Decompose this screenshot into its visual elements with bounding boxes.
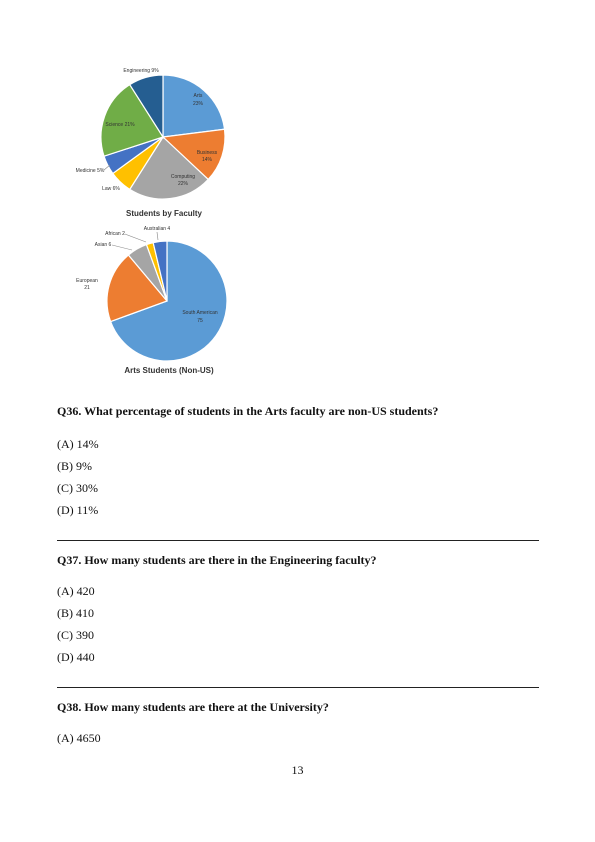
- question-36-option-b: (B) 9%: [57, 459, 92, 473]
- slice-value-european: 21: [84, 285, 90, 291]
- question-36-option-d: (D) 11%: [57, 503, 99, 517]
- slice-label-australian: Australian 4: [143, 226, 171, 232]
- divider-2: [57, 687, 539, 688]
- slice-label-computing: Computing: [170, 174, 196, 180]
- leader-line: [157, 232, 158, 240]
- arts-students-chart: [76, 226, 227, 375]
- leader-line: [112, 245, 132, 250]
- slice-value-computing: 22%: [177, 181, 189, 187]
- slice-label-law: Law 6%: [102, 186, 120, 192]
- question-37-option-a: (A) 420: [57, 584, 95, 598]
- slice-label-arts: Arts: [193, 93, 203, 99]
- slice-label-business: Business: [196, 150, 218, 156]
- question-37-option-c: (C) 390: [57, 628, 94, 642]
- question-36-option-c: (C) 30%: [57, 481, 98, 495]
- slice-label-south-american: South American: [182, 310, 218, 316]
- slice-label-science: Science 21%: [105, 122, 135, 128]
- divider-1: [57, 540, 539, 541]
- question-37-option-d: (D) 440: [57, 650, 95, 664]
- slice-label-european: European: [76, 278, 98, 284]
- slice-label-medicine: Medicine 5%: [75, 168, 105, 174]
- question-37-option-b: (B) 410: [57, 606, 94, 620]
- slice-value-business: 14%: [201, 157, 213, 163]
- chart-title-students-by-faculty: Students by Faculty: [125, 209, 203, 218]
- question-38-option-a: (A) 4650: [57, 731, 101, 745]
- slice-label-african: African 2: [105, 231, 125, 237]
- question-38-title: Q38. How many students are there at the University?: [57, 700, 329, 714]
- question-36-title: Q36. What percentage of students in the Arts faculty are non-US students?: [57, 404, 439, 418]
- slice-value-south-american: 75: [197, 318, 203, 324]
- students-by-faculty-chart: [76, 68, 225, 218]
- chart-title-arts-students: Arts Students (Non-US): [124, 366, 214, 375]
- slice-label-asian: Asian 6: [94, 242, 112, 248]
- page-number: 13: [291, 763, 304, 777]
- slice-label-engineering: Engineering 9%: [123, 68, 159, 74]
- leader-line: [125, 234, 146, 242]
- charts-area: [0, 0, 595, 400]
- slice-value-arts: 23%: [192, 101, 204, 107]
- question-37-title: Q37. How many students are there in the Engineering faculty?: [57, 553, 377, 567]
- question-36-option-a: (A) 14%: [57, 437, 99, 451]
